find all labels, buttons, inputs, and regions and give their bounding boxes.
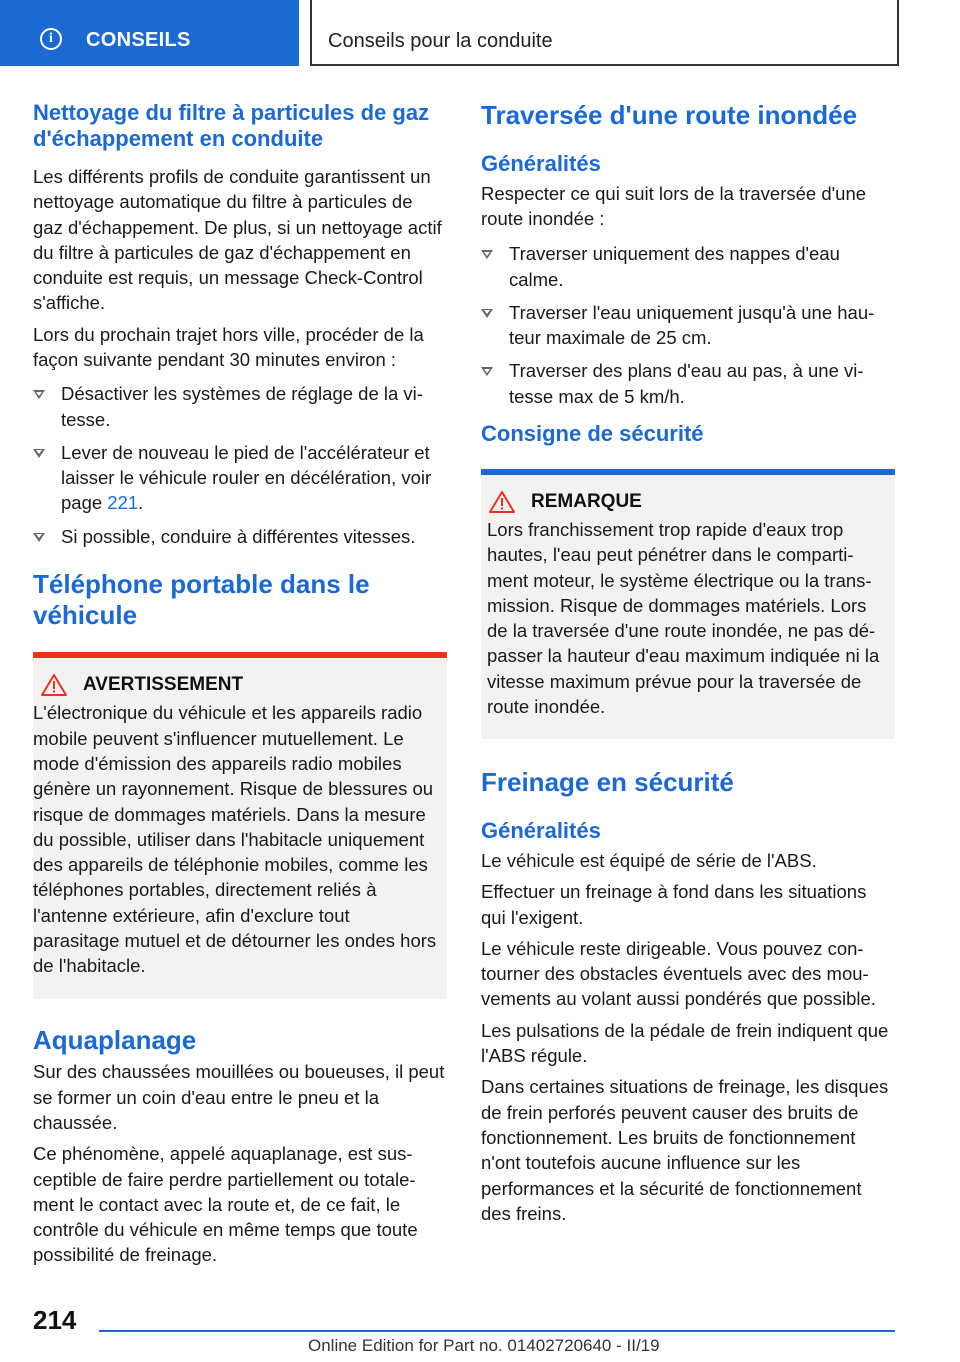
- list-item: Si possible, conduire à différentes vitesses.: [33, 524, 447, 549]
- header-section-label: CONSEILS: [86, 29, 191, 51]
- header-section-tab: [0, 0, 299, 66]
- note-text: Lors franchissement trop rapide d'eaux trop hautes, l'eau peut pénétrer dans le compartiment moteur, le système électrique ou la transmission. Risque de dommages matériels. Lors de la traversée d'une route inondée, ne pas dépasser la hauteur d'eau maximum indiquée ni la vitesse maximum prévue pour la traversée de route inondée.: [487, 518, 880, 718]
- edition-info: Online Edition for Part no. 01402720640 - II/19: [308, 1336, 660, 1355]
- paragraph: Respecter ce qui suit lors de la traversée d'une route inondée :: [481, 182, 867, 229]
- bullet-triangle-icon: [33, 390, 45, 399]
- bullet-triangle-icon: [481, 250, 493, 259]
- warning-label: AVERTISSEMENT: [83, 674, 244, 696]
- section-heading-flooded-road: Traversée d'une route inondée: [481, 100, 858, 130]
- section-heading-particle-filter: Nettoyage du filtre à particules de gaz d'échappement en conduite: [33, 100, 430, 151]
- paragraph: Les différents profils de conduite garantissent un nettoyage automatique du filtre à particules de gaz d'échappement. De plus, si un nettoyage actif du filtre à particules de gaz d'échappement en conduite est requis, un message Check-Control s'affiche.: [33, 165, 442, 314]
- paragraph: Effectuer un freinage à fond dans les situations qui l'exigent.: [481, 881, 867, 928]
- paragraph: Le véhicule reste dirigeable. Vous pouvez contourner des obstacles éventuels avec des mouvements au volant aussi pondérés que possible.: [481, 937, 876, 1010]
- list-item: Traverser uniquement des nappes d'eau calme.: [481, 241, 895, 292]
- info-icon: i: [40, 28, 62, 50]
- subheading-safety-note: Consigne de sécurité: [481, 421, 704, 446]
- list-item: Désactiver les systèmes de réglage de la vitesse.: [33, 381, 447, 432]
- warning-icon: [489, 491, 515, 513]
- warning-text: L'électronique du véhicule et les appareils radio mobile peuvent s'influencer mutuellement. Le mode d'émission des appareils radio mobiles génère un rayonnement. Risque de blessures ou risque de dommages matériels. Dans la mesure du possible, utiliser dans l'habitacle uniquement des appareils de téléphonie mobiles, comme les téléphones portables, directement reliés à l'antenne extérieure, afin d'exclure tout parasitage mutuel et de détourner les ondes hors de l'habitacle.: [33, 702, 437, 977]
- paragraph: Dans certaines situations de freinage, les disques de frein perforés peuvent causer des bruits de fonctionnement. Les bruits de fonctionnement n'ont toutefois aucune influence sur les performances et la sécurité de fonctionnement des freins.: [481, 1076, 889, 1224]
- list-item: Traverser des plans d'eau au pas, à une vitesse max de 5 km/h.: [481, 358, 895, 409]
- bullet-triangle-icon: [481, 309, 493, 318]
- page-title: Conseils pour la conduite: [328, 30, 553, 52]
- paragraph: Ce phénomène, appelé aquaplanage, est susceptible de faire perdre partiellement ou totalement le contact avec la route et, de ce fait, le contrôle du véhicule en même temps que toute possibilité de freinage.: [33, 1143, 418, 1266]
- header-title-box: [310, 0, 899, 66]
- warning-box: [33, 652, 447, 998]
- footer-divider: [99, 1330, 895, 1332]
- right-column: [481, 100, 895, 1232]
- section-heading-braking: Freinage en sécurité: [481, 767, 734, 798]
- page-number: 214: [33, 1305, 77, 1335]
- paragraph: Le véhicule est équipé de série de l'ABS.: [481, 849, 817, 871]
- note-label: REMARQUE: [531, 490, 642, 512]
- warning-icon: [41, 674, 67, 696]
- list-item: Lever de nouveau le pied de l'accélérateur et laisser le véhicule rouler en décélération, voir page 221.: [33, 440, 447, 516]
- instruction-list: [481, 241, 895, 409]
- section-heading-mobile-phone: Téléphone portable dans le véhicule: [33, 569, 370, 630]
- bullet-triangle-icon: [33, 449, 45, 458]
- left-column: [33, 100, 447, 1274]
- list-item: Traverser l'eau uniquement jusqu'à une hauteur maximale de 25 cm.: [481, 300, 895, 351]
- paragraph: Lors du prochain trajet hors ville, procéder de la façon suivante pendant 30 minutes environ :: [33, 323, 424, 370]
- subheading-general: Généralités: [481, 150, 601, 176]
- subheading-general: Généralités: [481, 818, 601, 843]
- bullet-triangle-icon: [33, 533, 45, 542]
- page-reference-link[interactable]: 221: [107, 492, 139, 514]
- paragraph: Les pulsations de la pédale de frein indiquent que l'ABS régule.: [481, 1019, 889, 1067]
- paragraph: Sur des chaussées mouillées ou boueuses, il peut se former un coin d'eau entre le pneu et la chaussée.: [33, 1061, 445, 1133]
- section-heading-aquaplaning: Aquaplanage: [33, 1024, 197, 1055]
- instruction-list: [33, 381, 447, 549]
- bullet-triangle-icon: [481, 367, 493, 376]
- note-box: [481, 469, 895, 739]
